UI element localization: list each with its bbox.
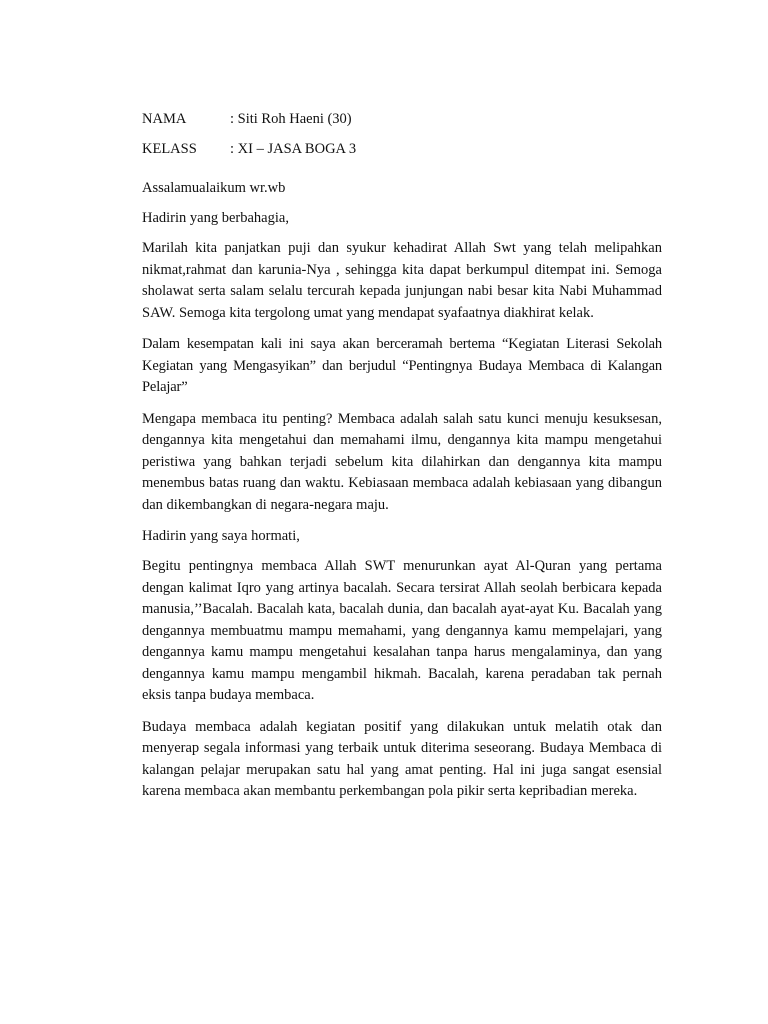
class-value: : XI – JASA BOGA 3 <box>230 141 357 157</box>
student-info <box>142 108 662 160</box>
paragraph-opening: Marilah kita panjatkan puji dan syukur kehadirat Allah Swt yang telah melipahkan nikmat,rahmat dan karunia-Nya , sehingga kita dapat berkumpul ditempat ini. Semoga sholawat serta salam selalu tercurah kepada junjungan nabi besar kita Nabi Muhammad SAW. Semoga kita tergolong umat yang mendapat syafaatnya diakhirat kelak. <box>142 240 662 321</box>
name-row <box>142 108 662 130</box>
document-page <box>142 108 662 813</box>
salam: Assalamualaikum wr.wb <box>142 180 286 196</box>
paragraph-iqro: Begitu pentingnya membaca Allah SWT menurunkan ayat Al-Quran yang pertama dengan kalimat Iqro yang artinya bacalah. Secara tersirat Allah seolah berbicara kepada manusia,’’Bacalah. Bacalah kata, bacalah dunia, dan bacalah ayat-ayat Ku. Bacalah yang dengannya membuatmu mampu memahami, yang dengannya kamu mempelajari, yang dengannya kamu mampu mengetahui kesalahan tanpa harus mengalaminya, dan yang dengannya kamu mampu mengambil hikmah. Bacalah, karena peradaban tak pernah eksis tanpa budaya membaca. <box>142 558 662 703</box>
paragraph-reading-culture: Budaya membaca adalah kegiatan positif yang dilakukan untuk melatih otak dan menyerap segala informasi yang terbaik untuk diterima seseorang. Budaya Membaca di kalangan pelajar merupakan satu hal yang amat penting. Hal ini juga sangat esensial karena membaca akan membantu perkembangan pola pikir serta kepribadian mereka. <box>142 718 662 799</box>
paragraph-theme: Dalam kesempatan kali ini saya akan berceramah bertema “Kegiatan Literasi Sekolah Kegiatan yang Mengasyikan” dan berjudul “Pentingnya Budaya Membaca di Kalangan Pelajar” <box>142 336 662 395</box>
greeting-respect: Hadirin yang saya hormati, <box>142 528 300 544</box>
class-label: KELASS <box>142 141 197 157</box>
name-label: NAMA <box>142 111 187 127</box>
class-row <box>142 138 662 160</box>
name-value: : Siti Roh Haeni (30) <box>230 111 352 127</box>
greeting-opening: Hadirin yang berbahagia, <box>142 210 289 226</box>
paragraph-why-read: Mengapa membaca itu penting? Membaca adalah salah satu kunci menuju kesuksesan, dengannya kita mengetahui dan memahami ilmu, dengannya kita mampu mengetahui peristiwa yang bahkan terjadi sebelum kita dilahirkan dan dengannya kita mampu menembus batas ruang dan waktu. Kebiasaan membaca adalah kebiasaan yang dibangun dan dikembangkan di negara-negara maju. <box>142 410 662 513</box>
